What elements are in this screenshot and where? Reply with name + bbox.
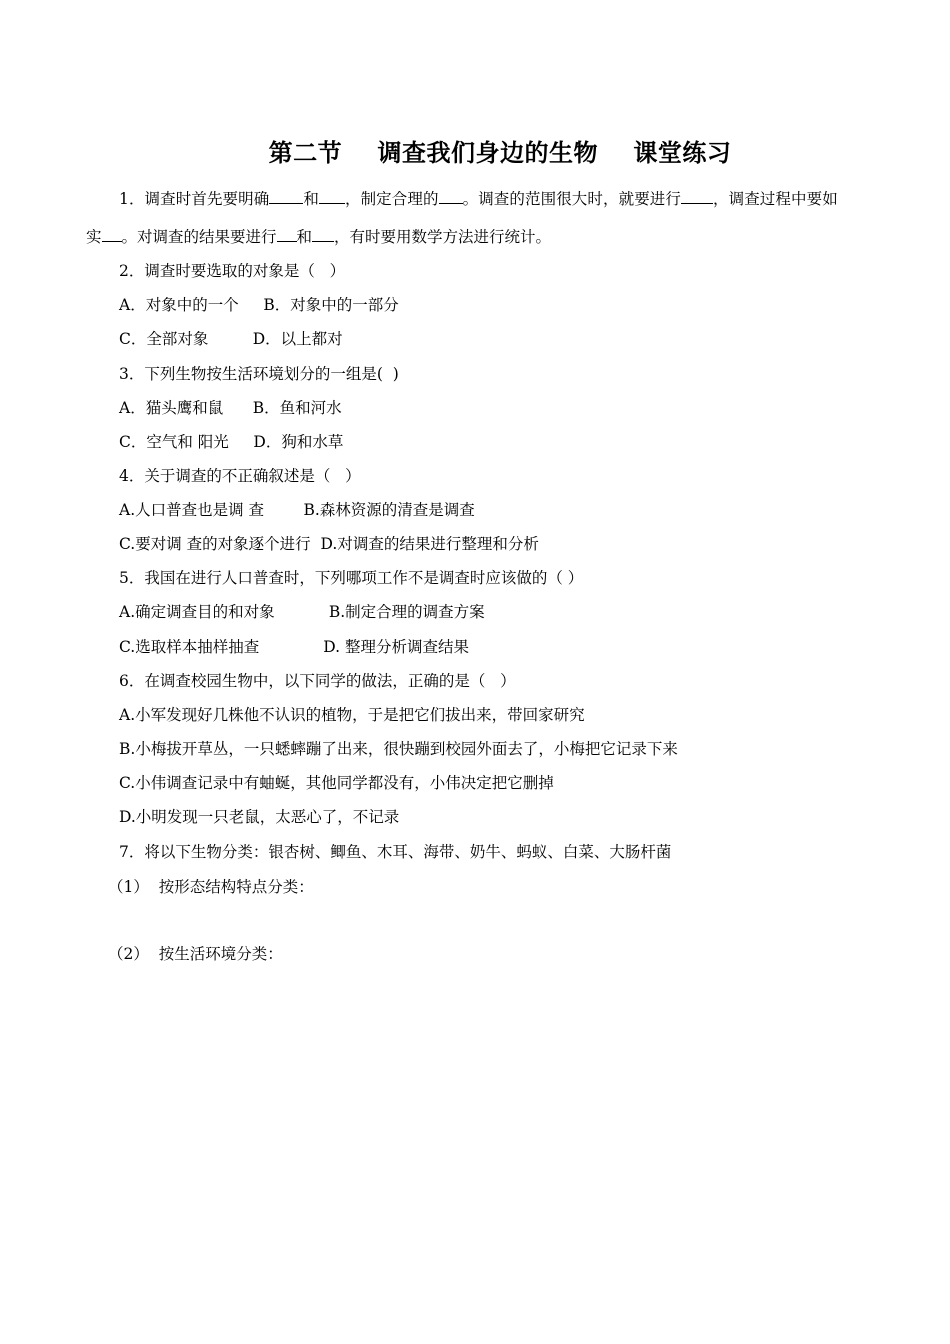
question-7-sub-2: （2） 按生活环境分类： <box>108 945 283 963</box>
question-7: 7．将以下生物分类：银杏树、鲫鱼、木耳、海带、奶牛、蚂蚁、白菜、大肠杆菌 <box>119 843 672 861</box>
question-4-options-ab: A.人口普查也是调 查 B.森林资源的清查是调查 <box>119 501 475 519</box>
q1-text-4: 。调查的范围很大时，就要进行 <box>462 190 681 208</box>
q1-text-8: 和 <box>296 228 313 246</box>
q1-blank-4[interactable] <box>681 189 713 204</box>
q1-blank-7[interactable] <box>312 227 334 242</box>
question-6-option-d: D.小明发现一只老鼠，太恶心了，不记录 <box>119 808 400 826</box>
question-1-line-2 <box>86 227 551 247</box>
q1-text-2: 和 <box>303 190 319 208</box>
q1-blank-1[interactable] <box>269 189 303 204</box>
q1-blank-5[interactable] <box>102 227 122 242</box>
question-5-options-cd: C.选取样本抽样抽查 D. 整理分析调查结果 <box>119 638 470 656</box>
question-3-options-cd: C．空气和 阳光 D．狗和水草 <box>119 433 344 451</box>
page-title: 第二节 调查我们身边的生物 课堂练习 <box>268 138 732 167</box>
question-6: 6．在调查校园生物中，以下同学的做法，正确的是（ ） <box>119 672 516 690</box>
question-3-options-ab: A．猫头鹰和鼠 B．鱼和河水 <box>119 399 342 417</box>
question-2-options-cd: C．全部对象 D．以上都对 <box>119 330 343 348</box>
question-2-options-ab: A．对象中的一个 B．对象中的一部分 <box>119 296 399 314</box>
question-4: 4．关于调查的不正确叙述是（ ） <box>119 467 361 485</box>
question-7-sub-1: （1） 按形态结构特点分类： <box>108 878 314 896</box>
question-5-options-ab: A.确定调查目的和对象 B.制定合理的调查方案 <box>119 603 485 621</box>
question-5: 5．我国在进行人口普查时，下列哪项工作不是调查时应该做的（ ） <box>119 569 584 587</box>
question-6-option-a: A.小军发现好几株他不认识的植物，于是把它们拔出来，带回家研究 <box>119 706 585 724</box>
q1-text-5: ，调查过程中要如 <box>713 190 838 208</box>
q1-blank-3[interactable] <box>439 189 463 204</box>
question-4-options-cd: C.要对调 查的对象逐个进行 D.对调查的结果进行整理和分析 <box>119 535 539 553</box>
q1-text-1: 1．调查时首先要明确 <box>119 190 270 208</box>
q1-text-7: 。对调查的结果要进行 <box>121 228 277 246</box>
q1-text-3: ，制定合理的 <box>344 190 439 208</box>
question-1-line-1 <box>119 189 869 209</box>
question-6-option-b: B.小梅拔开草丛，一只蟋蟀蹦了出来，很快蹦到校园外面去了，小梅把它记录下来 <box>119 740 678 758</box>
q1-blank-2[interactable] <box>319 189 345 204</box>
question-3: 3．下列生物按生活环境划分的一组是( ) <box>119 365 399 383</box>
q1-blank-6[interactable] <box>277 227 297 242</box>
q1-text-6: 实 <box>86 228 102 246</box>
question-2: 2．调查时要选取的对象是（ ） <box>119 262 346 280</box>
question-6-option-c: C.小伟调查记录中有蚰蜒，其他同学都没有，小伟决定把它删掉 <box>119 774 554 792</box>
q1-text-9: ，有时要用数学方法进行统计。 <box>334 228 552 246</box>
